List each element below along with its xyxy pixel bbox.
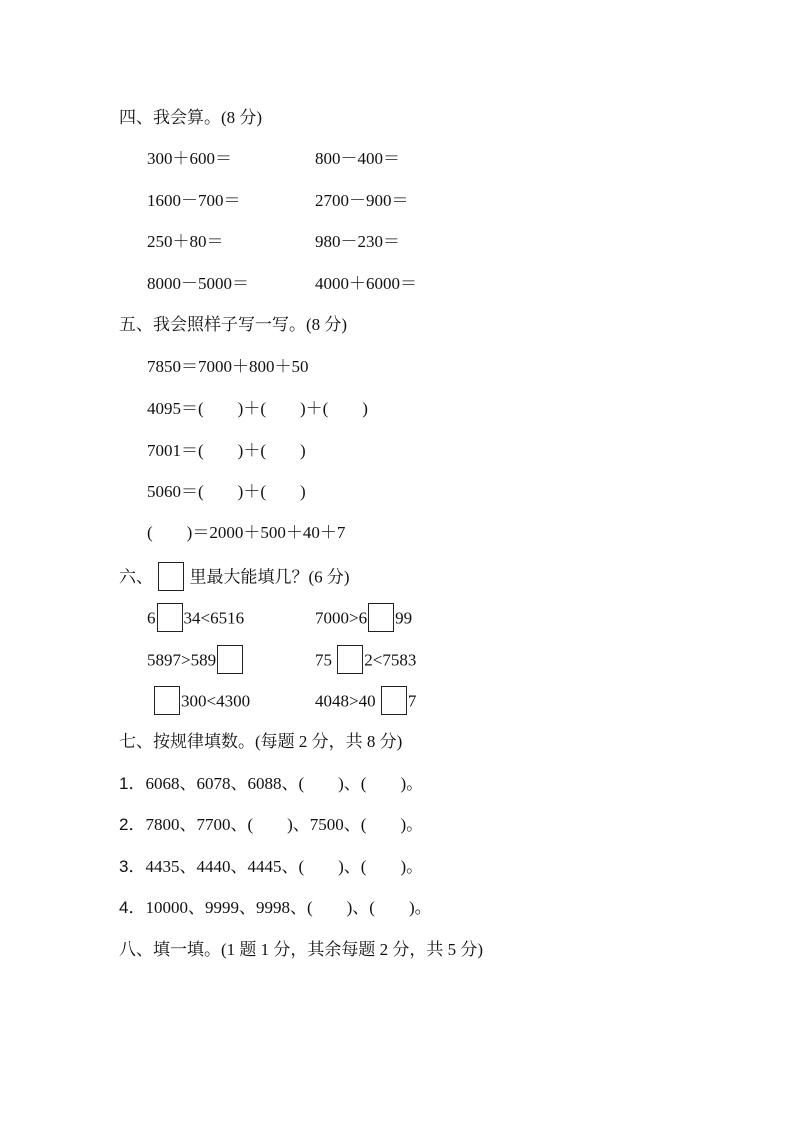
compare-text: 4048>40: [315, 691, 376, 711]
compare-text: 300<4300: [181, 691, 251, 711]
compare-row-3-left: [153, 688, 250, 717]
calc-row-2-right: 2700－900＝: [315, 191, 409, 210]
calc-row-1-left: 300＋600＝: [147, 149, 232, 168]
compare-text: 7000>6: [315, 608, 368, 628]
item-number: 1．: [119, 774, 146, 793]
decompose-row-3: 5060＝( )＋( ): [147, 482, 306, 501]
section-5-title: 五、我会照样子写一写。(8 分): [119, 315, 348, 334]
sequence-item-2: [119, 814, 423, 836]
section-6-title-prefix: 六、: [119, 567, 153, 587]
calc-row-4-left: 8000－5000＝: [147, 274, 249, 293]
decompose-row-2: 7001＝( )＋( ): [147, 441, 306, 460]
compare-text: 5897>589: [147, 650, 217, 670]
sequence-text: 10000、9999、9998、( )、( )。: [145, 898, 432, 917]
decompose-row-1: 4095＝( )＋( )＋( ): [147, 399, 368, 418]
compare-text: 99: [395, 608, 413, 628]
answer-box[interactable]: [217, 645, 243, 674]
compare-row-2-right: [315, 647, 416, 676]
compare-row-1-right: [315, 605, 412, 634]
answer-box[interactable]: [368, 603, 394, 632]
sequence-item-1: [119, 773, 423, 795]
compare-text: 2<7583: [364, 650, 417, 670]
answer-box-sample: [158, 562, 184, 591]
compare-text: 34<6516: [183, 608, 245, 628]
sequence-item-4: [119, 897, 432, 919]
answer-box[interactable]: [154, 686, 180, 715]
compare-row-1-left: [147, 605, 244, 634]
item-number: 2．: [119, 815, 146, 834]
calc-row-3-right: 980－230＝: [315, 232, 400, 251]
answer-box[interactable]: [381, 686, 407, 715]
compare-text: 6: [147, 608, 156, 628]
sequence-item-3: [119, 856, 423, 878]
calc-row-4-right: 4000＋6000＝: [315, 274, 417, 293]
item-number: 3．: [119, 857, 146, 876]
section-7-title: 七、按规律填数。(每题 2 分，共 8 分): [119, 732, 403, 751]
answer-box[interactable]: [337, 645, 363, 674]
section-8-title: 八、填一填。(1 题 1 分，其余每题 2 分，共 5 分): [119, 940, 484, 959]
compare-text: 7: [407, 691, 417, 711]
compare-text: 75: [315, 650, 332, 670]
sequence-text: 6068、6078、6088、( )、( )。: [145, 774, 424, 793]
answer-box[interactable]: [157, 603, 183, 632]
decompose-example: 7850＝7000＋800＋50: [147, 357, 309, 376]
calc-row-1-right: 800－400＝: [315, 149, 400, 168]
decompose-row-4: ( )＝2000＋500＋40＋7: [147, 523, 346, 542]
compare-row-2-left: [147, 647, 244, 676]
calc-row-2-left: 1600－700＝: [147, 191, 241, 210]
sequence-text: 7800、7700、( )、7500、( )。: [145, 815, 424, 834]
section-6-title: [119, 564, 350, 593]
calc-row-3-left: 250＋80＝: [147, 232, 224, 251]
sequence-text: 4435、4440、4445、( )、( )。: [145, 857, 424, 876]
item-number: 4．: [119, 898, 146, 917]
section-6-title-suffix: 里最大能填几？(6 分): [189, 567, 350, 587]
compare-row-3-right: [315, 688, 416, 717]
section-4-title: 四、我会算。(8 分): [119, 108, 263, 127]
